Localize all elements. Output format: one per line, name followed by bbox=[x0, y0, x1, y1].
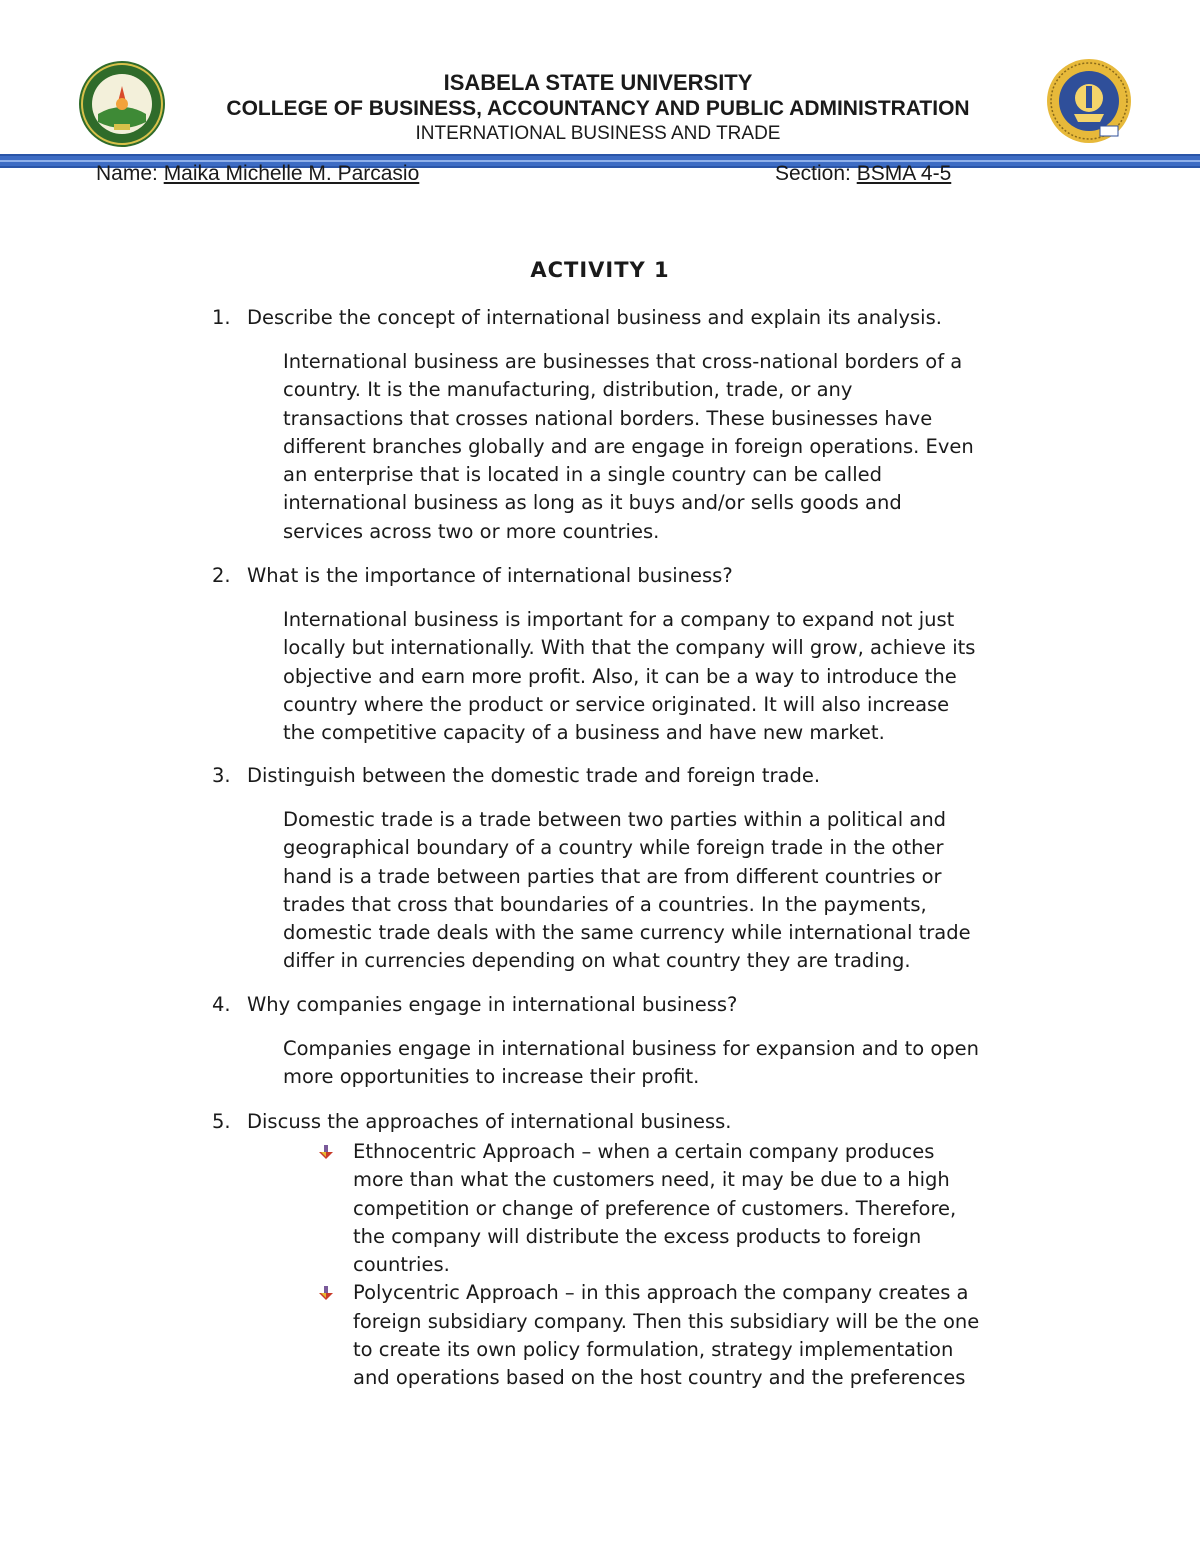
answer-line: hand is a trade between parties that are from different countries or bbox=[283, 864, 942, 888]
department-name: INTERNATIONAL BUSINESS AND TRADE bbox=[415, 123, 781, 144]
question-number: 5. bbox=[212, 1110, 231, 1133]
answer-line: country. It is the manufacturing, distribution, trade, or any bbox=[283, 378, 853, 402]
college-name: COLLEGE OF BUSINESS, ACCOUNTANCY AND PUBLIC ADMINISTRATION bbox=[226, 97, 970, 120]
university-name: ISABELA STATE UNIVERSITY bbox=[443, 70, 753, 95]
approach-line: the company will distribute the excess products to foreign bbox=[353, 1224, 922, 1248]
university-seal-icon bbox=[78, 60, 166, 148]
answer-line: different branches globally and are engage in foreign operations. Even bbox=[283, 434, 974, 458]
arrow-bullet-icon bbox=[318, 1285, 334, 1301]
section-row bbox=[775, 162, 951, 186]
answer-line: Domestic trade is a trade between two parties within a political and bbox=[283, 808, 947, 831]
student-name: Maika Michelle M. Parcasio bbox=[163, 162, 420, 185]
question-1 bbox=[212, 304, 942, 332]
answer-1 bbox=[283, 348, 1073, 546]
approach-line: Polycentric Approach – in this approach the company creates a bbox=[353, 1281, 969, 1305]
answer-line: International business are businesses that cross-national borders of a bbox=[283, 350, 963, 373]
college-seal-icon bbox=[1046, 56, 1132, 146]
approach-polycentric bbox=[318, 1279, 1078, 1392]
question-2 bbox=[212, 562, 733, 590]
question-number: 4. bbox=[212, 993, 231, 1016]
answer-line: locally but internationally. With that the company will grow, achieve its bbox=[283, 636, 976, 660]
question-3 bbox=[212, 762, 820, 790]
answer-line: domestic trade deals with the same currency while international trade bbox=[283, 921, 971, 945]
section-label: Section: bbox=[775, 162, 857, 185]
answer-3 bbox=[283, 806, 1073, 976]
answer-2 bbox=[283, 606, 1073, 747]
question-5 bbox=[212, 1108, 732, 1136]
answer-line: an enterprise that is located in a single country can be called bbox=[283, 463, 883, 487]
question-number: 1. bbox=[212, 306, 231, 329]
answer-line: objective and earn more profit. Also, it can be a way to introduce the bbox=[283, 664, 957, 688]
question-text: What is the importance of international business? bbox=[247, 564, 733, 587]
student-name-row bbox=[96, 162, 419, 186]
letterhead bbox=[160, 70, 1036, 146]
answer-line: services across two or more countries. bbox=[283, 519, 660, 543]
question-text: Distinguish between the domestic trade and foreign trade. bbox=[247, 764, 821, 787]
question-4 bbox=[212, 991, 737, 1019]
answer-line: the competitive capacity of a business and have new market. bbox=[283, 721, 885, 745]
answer-line: international business as long as it buys and/or sells goods and bbox=[283, 491, 902, 515]
approach-line: foreign subsidiary company. Then this subsidiary will be the one bbox=[353, 1309, 980, 1333]
approach-line: Ethnocentric Approach – when a certain company produces bbox=[353, 1140, 935, 1163]
question-number: 3. bbox=[212, 764, 231, 787]
section-value: BSMA 4-5 bbox=[856, 162, 952, 185]
approach-line: and operations based on the host country and the preferences bbox=[353, 1366, 966, 1390]
activity-title: ACTIVITY 1 bbox=[530, 258, 670, 282]
answer-4 bbox=[283, 1035, 1073, 1092]
answer-line: geographical boundary of a country while foreign trade in the other bbox=[283, 836, 944, 860]
approaches-list bbox=[318, 1138, 1078, 1393]
answer-line: trades that cross that boundaries of a countries. In the payments, bbox=[283, 892, 927, 916]
answer-line: transactions that crosses national borders. These businesses have bbox=[283, 406, 933, 430]
approach-line: to create its own policy formulation, strategy implementation bbox=[353, 1338, 954, 1362]
arrow-bullet-icon bbox=[318, 1144, 334, 1160]
question-text: Why companies engage in international business? bbox=[247, 993, 738, 1016]
answer-line: International business is important for a company to expand not just bbox=[283, 608, 955, 631]
approach-line: countries. bbox=[353, 1253, 450, 1277]
answer-line: more opportunities to increase their profit. bbox=[283, 1065, 700, 1089]
question-text: Describe the concept of international business and explain its analysis. bbox=[247, 306, 942, 329]
question-text: Discuss the approaches of international business. bbox=[247, 1110, 732, 1133]
approach-ethnocentric bbox=[318, 1138, 1078, 1279]
approach-line: competition or change of preference of customers. Therefore, bbox=[353, 1196, 957, 1220]
question-number: 2. bbox=[212, 564, 231, 587]
answer-line: differ in currencies depending on what country they are trading. bbox=[283, 949, 911, 973]
answer-line: Companies engage in international business for expansion and to open bbox=[283, 1037, 980, 1060]
name-label: Name: bbox=[96, 162, 164, 185]
answer-line: country where the product or service originated. It will also increase bbox=[283, 692, 950, 716]
approach-line: more than what the customers need, it may be due to a high bbox=[353, 1168, 950, 1192]
